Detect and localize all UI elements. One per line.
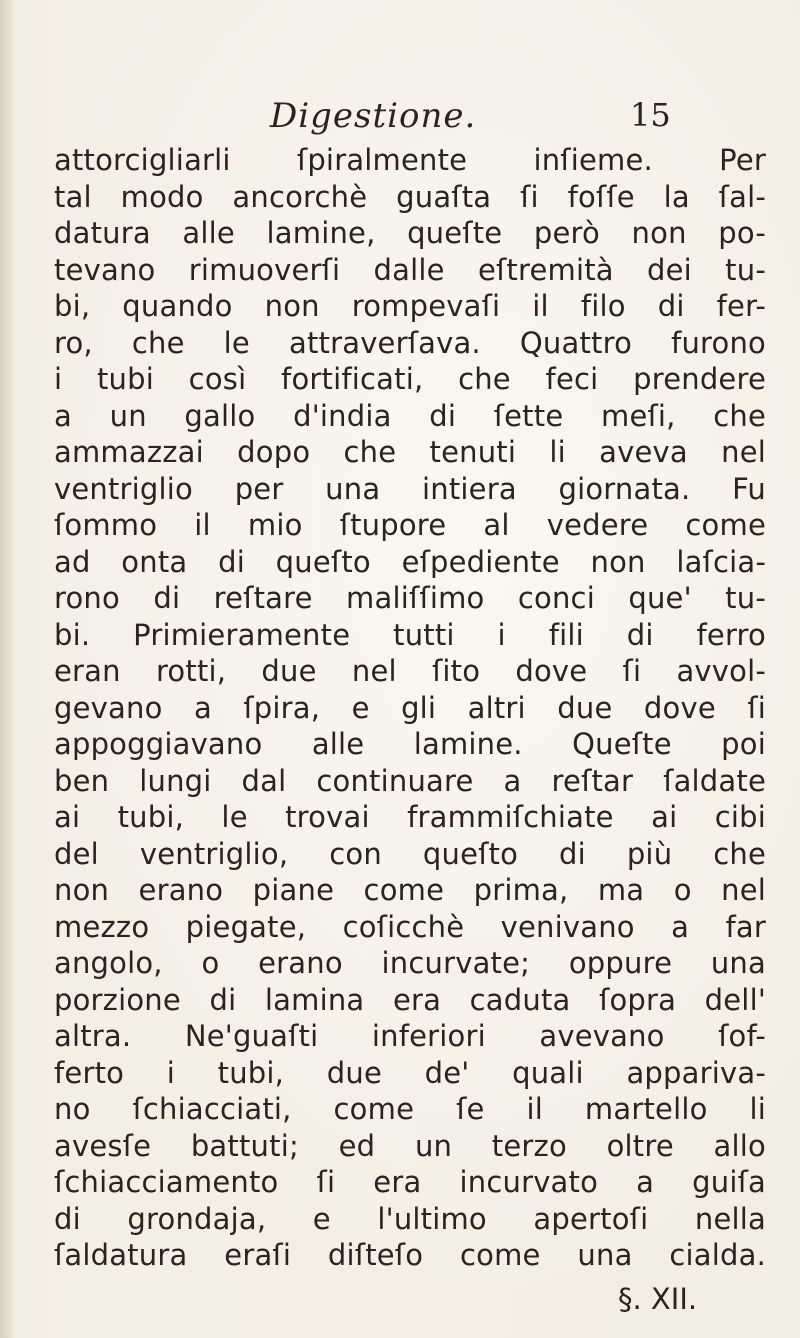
text-line: ſaldatura eraſi diſteſo come una cialda.	[54, 1238, 766, 1272]
text-line: altra. Ne'guaſti inferiori avevano ſof-	[54, 1019, 766, 1053]
text-line: bi. Primieramente tutti i fili di ferro	[54, 617, 766, 652]
running-title: Digestione.	[270, 96, 477, 136]
text-line: di grondaja, e l'ultimo apertoſi nella	[54, 1201, 766, 1236]
text-line: tevano rimuoverſi dalle eſtremità dei tu-	[54, 252, 766, 287]
text-line: tal modo ancorchè guaſta ſi foſſe la ſal-	[54, 179, 766, 214]
text-line: ro, che le attraverſava. Quattro furono	[54, 325, 766, 360]
text-line: appoggiavano alle lamine. Queſte poi	[54, 727, 766, 761]
text-line: ſchiacciamento ſi era incurvato a guiſa	[54, 1165, 766, 1199]
text-line: no ſchiacciati, come ſe il martello li	[54, 1092, 766, 1126]
text-line: avesſe battuti; ed un terzo oltre allo	[54, 1128, 766, 1163]
text-line: gevano a ſpira, e gli altri due dove ſi	[54, 690, 766, 725]
page-gutter-shadow	[0, 0, 14, 1338]
text-line: ai tubi, le trovai frammiſchiate ai cibi	[54, 800, 766, 834]
text-line: del ventriglio, con queſto di più che	[54, 836, 766, 871]
text-line: angolo, o erano incurvate; oppure una	[54, 946, 766, 980]
page-header	[270, 96, 670, 144]
text-line: a un gallo d'india di ſette meſi, che	[54, 398, 766, 433]
text-line: rono di reſtare maliſſimo conci que' tu-	[54, 581, 766, 615]
text-line: porzione di lamina era caduta ſopra dell'	[54, 982, 766, 1017]
text-line: mezzo piegate, coſicchè venivano a far	[54, 909, 766, 944]
text-line: ferto i tubi, due de' quali appariva-	[54, 1055, 766, 1090]
text-line: non erano piane come prima, ma o nel	[54, 873, 766, 907]
catchword: §. XII.	[618, 1282, 698, 1316]
text-line: ammazzai dopo che tenuti li aveva nel	[54, 435, 766, 469]
text-line: ad onta di queſto eſpediente non laſcia-	[54, 544, 766, 579]
text-line: i tubi così fortificati, che feci prendere	[54, 362, 766, 396]
text-line: ventriglio per una intiera giornata. Fu	[54, 471, 766, 506]
text-line: bi, quando non rompevaſi il filo di fer-	[54, 289, 766, 323]
text-line: attorcigliarli ſpiralmente inſieme. Per	[54, 143, 766, 177]
text-line: eran rotti, due nel ſito dove ſi avvol-	[54, 654, 766, 688]
text-line: ſommo il mio ſtupore al vedere come	[54, 508, 766, 542]
body-text	[54, 142, 766, 1274]
text-line: datura alle lamine, queſte però non po-	[54, 216, 766, 250]
page-number: 15	[630, 96, 671, 134]
text-line: ben lungi dal continuare a reſtar ſaldate	[54, 763, 766, 798]
